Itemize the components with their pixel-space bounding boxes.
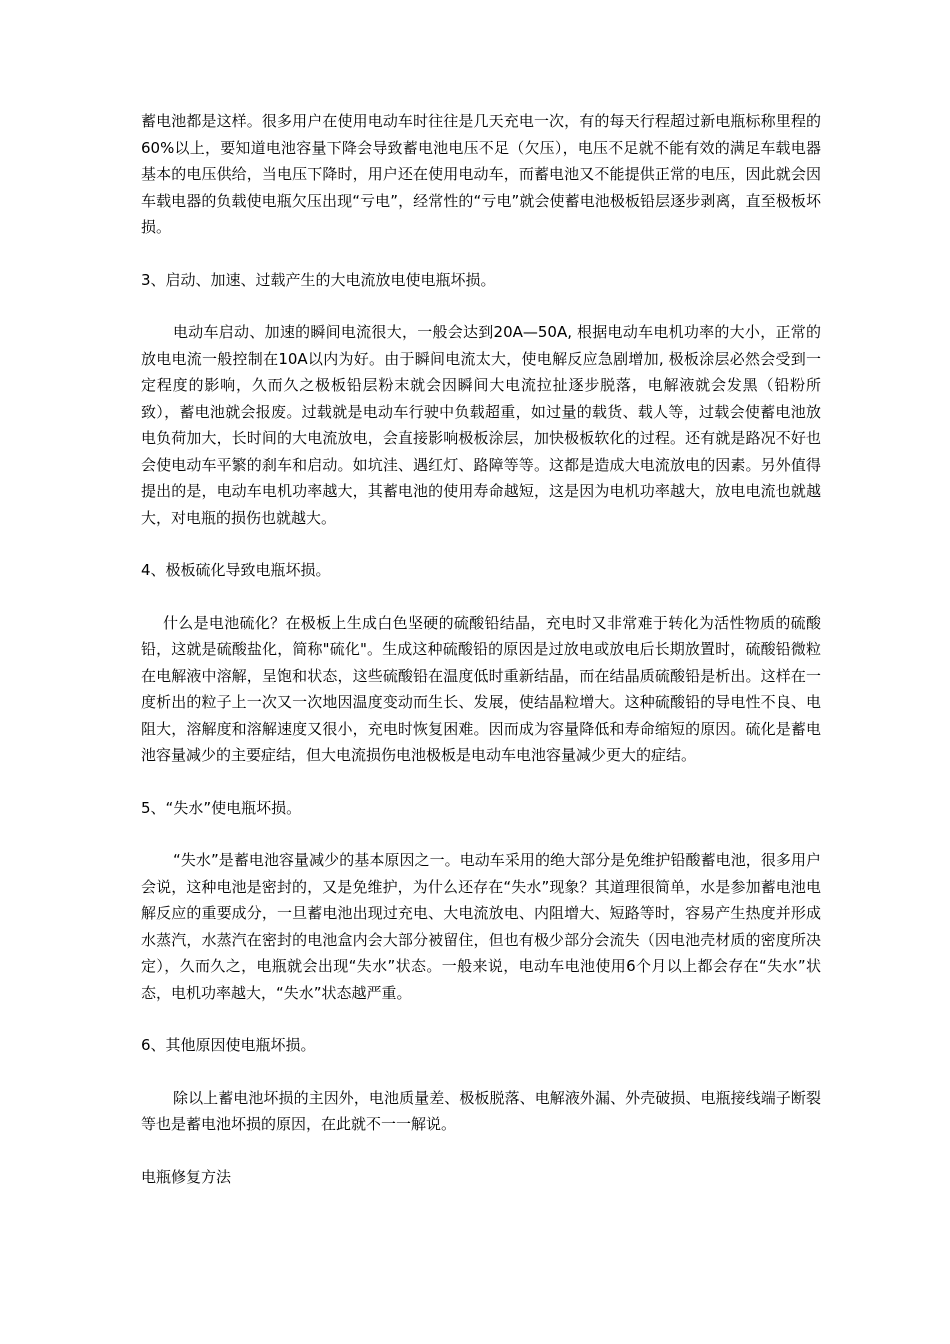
- paragraph-gap: [141, 584, 821, 610]
- paragraph-gap: [141, 821, 821, 847]
- paragraph-water-loss: “失水”是蓄电池容量减少的基本原因之一。电动车采用的绝大部分是免维护铅酸蓄电池，很多用户会说，这种电池是密封的，又是免维护，为什么还存在“失水”现象？其道理很简单，水是参加蓄电池电解反应的重要成分，一旦蓄电池出现过充电、大电流放电、内阻增大、短路等时，容易产生热度并形成水蒸汽，水蒸汽在密封的电池盒内会大部分被留住，但也有极少部分会流失（因电池壳材质的密度所决定），久而久之，电瓶就会出现“失水”状态。一般来说，电动车电池使用6个月以上都会存在“失水”状态，电机功率越大，“失水”状态越严重。: [141, 851, 821, 1002]
- paragraph-high-current-discharge: 电动车启动、加速的瞬间电流很大，一般会达到20A—50A, 根据电动车电机功率的大小，正常的放电电流一般控制在10A以内为好。由于瞬间电流太大，使电解反应急剧增加, 极板涂层必然会受到一定程度的影响，久而久之极板铅层粉末就会因瞬间大电流拉扯逐步脱落，电解液就会发黑（铅粉所致），蓄电池就会报废。过载就是电动车行驶中负载超重，如过量的载货、载人等，过载会使蓄电池放电负荷加大，长时间的大电流放电，会直接影响极板涂层，加快极板软化的过程。还有就是路况不好也会使电动车平繁的刹车和启动。如坑洼、遇红灯、路障等等。这都是造成大电流放电的因素。另外值得提出的是，电动车电机功率越大，其蓄电池的使用寿命越短，这是因为电机功率越大，放电电流也就越大，对电瓶的损伤也就越大。: [141, 323, 821, 527]
- paragraph-battery-undervoltage: 蓄电池都是这样。很多用户在使用电动车时往往是几天充电一次，有的每天行程超过新电瓶标称里程的60%以上，要知道电池容量下降会导致蓄电池电压不足（欠压），电压不足就不能有效的满足车载电器基本的电压供给，当电压下降时，用户还在使用电动车，而蓄电池又不能提供正常的电压，因此就会因车载电器的负载使电瓶欠压出现“亏电”，经常性的“亏电”就会使蓄电池极板铅层逐步剥离，直至极板坏损。: [141, 112, 821, 236]
- paragraph-sulfation: 什么是电池硫化？在极板上生成白色坚硬的硫酸铅结晶，充电时又非常难于转化为活性物质的硫酸铅，这就是硫酸盐化，简称"硫化"。生成这种硫酸铅的原因是过放电或放电后长期放置时，硫酸铅微粒在电解液中溶解，呈饱和状态，这些硫酸铅在温度低时重新结晶，而在结晶质硫酸铅是析出。这样在一度析出的粒子上一次又一次地因温度变动而生长、发展，使结晶粒增大。这种硫酸铅的导电性不良、电阻大，溶解度和溶解速度又很小，充电时恢复困难。因而成为容量降低和寿命缩短的原因。硫化是蓄电池容量减少的主要症结，但大电流损伤电池极板是电动车电池容量减少更大的症结。: [141, 613, 821, 764]
- paragraph-other-causes: 除以上蓄电池坏损的主因外，电池质量差、极板脱落、电解液外漏、外壳破损、电瓶接线端子断裂等也是蓄电池坏损的原因，在此就不一一解说。: [141, 1088, 821, 1133]
- paragraph-gap: [141, 531, 821, 557]
- heading-section-4: 4、极板硫化导致电瓶坏损。: [141, 561, 331, 579]
- paragraph-gap: [141, 1138, 821, 1164]
- heading-section-6: 6、其他原因使电瓶坏损。: [141, 1036, 316, 1054]
- heading-repair-methods: 电瓶修复方法: [141, 1167, 232, 1186]
- paragraph-gap: [141, 241, 821, 267]
- paragraph-gap: [141, 1006, 821, 1032]
- paragraph-gap: [141, 769, 821, 795]
- document-body: [141, 108, 821, 1190]
- heading-section-3: 3、启动、加速、过载产生的大电流放电使电瓶坏损。: [141, 270, 496, 289]
- paragraph-gap: [141, 293, 821, 319]
- paragraph-gap: [141, 1059, 821, 1085]
- heading-section-5: 5、“失水”使电瓶坏损。: [141, 798, 302, 817]
